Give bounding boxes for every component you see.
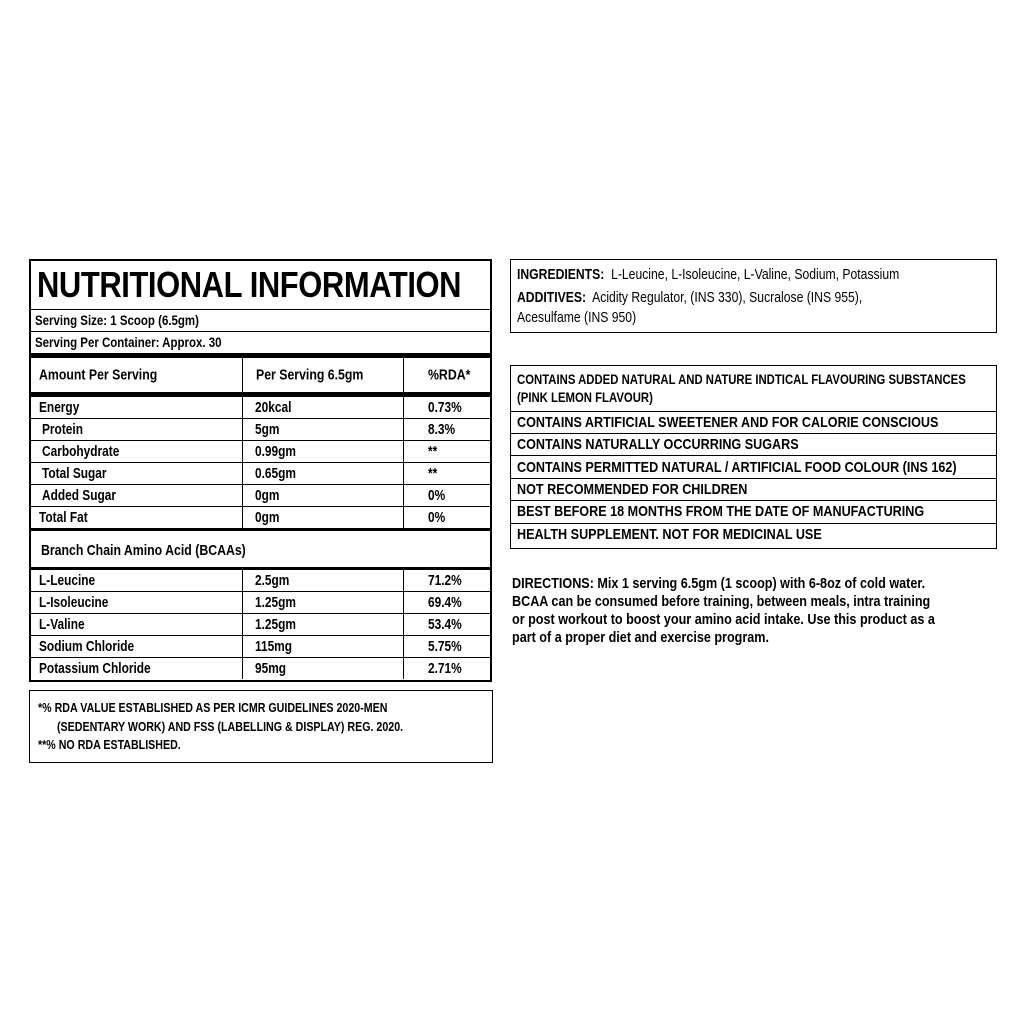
claims-box: [510, 365, 997, 549]
cell-amount: [242, 441, 404, 462]
claim-flavour: [511, 366, 996, 412]
directions-text: Mix 1 serving 6.5gm (1 scoop) with 6-8oz of cold water.: [597, 575, 926, 592]
additives-line-text: [517, 290, 862, 306]
serving-per-container: Serving Per Container: Approx. 30: [35, 334, 222, 350]
cell-amount: [242, 570, 404, 591]
cell-rda: [403, 636, 490, 657]
claim-text: HEALTH SUPPLEMENT. NOT FOR MEDICINAL USE: [517, 526, 822, 543]
table-row: [31, 592, 490, 614]
claim-item: [511, 434, 996, 456]
cell-amount: [242, 658, 404, 679]
cell-rda: [403, 485, 490, 506]
table-row: [31, 441, 490, 463]
cell-rda: [403, 507, 490, 528]
cell-amount: [242, 419, 404, 440]
claim-item: [511, 524, 996, 547]
header-cell: [31, 358, 242, 392]
nutrient-rda: **: [428, 465, 438, 482]
cell-amount: [242, 397, 404, 418]
cell-rda: [403, 570, 490, 591]
nutrient-rda: 2.71%: [428, 660, 462, 677]
table-row: [31, 658, 490, 679]
nutrient-rda: 0%: [428, 487, 446, 504]
claim-item: [511, 457, 996, 479]
claim-item: [511, 479, 996, 501]
nutrient-amount: 95mg: [255, 660, 287, 677]
cell-amount: [242, 485, 404, 506]
directions-line: [512, 575, 1004, 592]
cell-name: [31, 507, 242, 528]
nutrient-name: Potassium Chloride: [39, 660, 151, 677]
cell-amount: [242, 614, 404, 635]
additives-label: ADDITIVES:: [517, 290, 587, 306]
header-cell: [403, 358, 490, 392]
nutrient-name: Added Sugar: [42, 487, 116, 504]
cell-name: [31, 463, 242, 484]
footnote-line: [38, 737, 212, 752]
additives-text-2: Acesulfame (INS 950): [517, 310, 637, 326]
additives-line-2: [517, 310, 659, 326]
nutrient-name: Energy: [39, 399, 80, 416]
cell-rda: [403, 463, 490, 484]
nutrient-name: L-Leucine: [39, 572, 96, 589]
bcaa-heading: Branch Chain Amino Acid (BCAAs): [41, 542, 246, 559]
table-row: [31, 485, 490, 507]
table-header-row: [31, 358, 490, 397]
directions-line: [512, 629, 818, 646]
cell-amount: [242, 636, 404, 657]
nutrient-rda: 0%: [428, 509, 446, 526]
directions-text: part of a proper diet and exercise program.: [512, 629, 769, 646]
claim-text: CONTAINS NATURALLY OCCURRING SUGARS: [517, 436, 799, 453]
table-row: [31, 507, 490, 531]
cell-name: [31, 485, 242, 506]
nutrient-amount: 115mg: [255, 638, 293, 655]
serving-per-container-row: [31, 332, 490, 358]
cell-name: [31, 570, 242, 591]
table-row: [31, 614, 490, 636]
table-row: [31, 419, 490, 441]
nutrient-amount: 0gm: [255, 487, 280, 504]
header-amount: Amount Per Serving: [39, 366, 158, 384]
footnote-text: **% NO RDA ESTABLISHED.: [38, 737, 181, 752]
serving-size: Serving Size: 1 Scoop (6.5gm): [35, 312, 199, 328]
claim-item: [511, 501, 996, 524]
directions-text: BCAA can be consumed before training, between meals, intra training: [512, 593, 931, 610]
nutrient-name: L-Valine: [39, 616, 85, 633]
cell-rda: [403, 441, 490, 462]
nutrient-name: L-Isoleucine: [39, 594, 109, 611]
directions-line: [512, 611, 1015, 628]
nutrient-amount: 20kcal: [255, 399, 292, 416]
nutrient-amount: 0.65gm: [255, 465, 296, 482]
table-row: [31, 570, 490, 592]
nutrient-name: Sodium Chloride: [39, 638, 135, 655]
table-row: [31, 463, 490, 485]
directions-text: or post workout to boost your amino acid intake. Use this product as a: [512, 611, 935, 628]
nutrient-rda: 0.73%: [428, 399, 462, 416]
claim-text: NOT RECOMMENDED FOR CHILDREN: [517, 481, 748, 498]
nutrient-rda: **: [428, 443, 438, 460]
nutrient-rda: 71.2%: [428, 572, 462, 589]
claim-text: CONTAINS PERMITTED NATURAL / ARTIFICIAL FOOD COLOUR (INS 162): [517, 459, 957, 476]
cell-rda: [403, 397, 490, 418]
cell-rda: [403, 419, 490, 440]
nutrient-rda: 69.4%: [428, 594, 462, 611]
footnote-line: [38, 700, 464, 715]
header-rda: %RDA*: [428, 366, 471, 384]
cell-name: [31, 636, 242, 657]
nutrient-name: Total Fat: [39, 509, 88, 526]
nutrient-name: Protein: [42, 421, 83, 438]
additives-line: [517, 290, 928, 306]
nutrient-amount: 5gm: [255, 421, 280, 438]
bcaa-heading-row: [31, 533, 490, 570]
cell-name: [31, 419, 242, 440]
claim-flavour-line2: (PINK LEMON FLAVOUR): [517, 390, 653, 405]
cell-name: [31, 658, 242, 679]
nutrient-rda: 5.75%: [428, 638, 462, 655]
nutrient-amount: 1.25gm: [255, 594, 296, 611]
nutrient-amount: 2.5gm: [255, 572, 290, 589]
nutrient-amount: 0.99gm: [255, 443, 296, 460]
cell-rda: [403, 614, 490, 635]
cell-amount: [242, 463, 404, 484]
footnote-text: (SEDENTARY WORK) AND FSS (LABELLING & DISPLAY) REG. 2020.: [57, 719, 404, 734]
claim-flavour-line1: CONTAINS ADDED NATURAL AND NATURE INDTICAL FLAVOURING SUBSTANCES: [517, 372, 966, 387]
table-row: [31, 636, 490, 658]
cell-amount: [242, 507, 404, 528]
ingredients-box: [510, 259, 997, 333]
nutrient-rda: 8.3%: [428, 421, 456, 438]
claim-text: CONTAINS ARTIFICIAL SWEETENER AND FOR CALORIE CONSCIOUS: [517, 414, 939, 431]
claim-text: BEST BEFORE 18 MONTHS FROM THE DATE OF MANUFACTURING: [517, 503, 925, 520]
cell-name: [31, 397, 242, 418]
nutrient-rda: 53.4%: [428, 616, 462, 633]
nutrient-amount: 0gm: [255, 509, 280, 526]
serving-size-row: [31, 310, 490, 332]
directions-line: [512, 593, 1010, 610]
header-cell: [242, 358, 404, 392]
footnote-text: *% RDA VALUE ESTABLISHED AS PER ICMR GUIDELINES 2020-MEN: [38, 700, 388, 715]
ingredients-label: INGREDIENTS:: [517, 267, 605, 283]
footnote-line: [57, 719, 479, 734]
ingredients-line-text: [517, 267, 899, 283]
cell-amount: [242, 592, 404, 613]
cell-name: [31, 592, 242, 613]
rda-footnotes: [29, 690, 493, 763]
directions-line-text: [512, 575, 925, 592]
nutrition-title: NUTRITIONAL INFORMATION: [37, 264, 462, 305]
cell-rda: [403, 592, 490, 613]
nutrient-amount: 1.25gm: [255, 616, 296, 633]
additives-text: Acidity Regulator, (INS 330), Sucralose (INS 955),: [592, 290, 863, 306]
nutrient-name: Carbohydrate: [42, 443, 120, 460]
header-per-serving: Per Serving 6.5gm: [256, 366, 364, 384]
ingredients-text: L-Leucine, L-Isoleucine, L-Valine, Sodium, Potassium: [611, 267, 900, 283]
cell-rda: [403, 658, 490, 679]
nutrition-title-row: [31, 261, 490, 310]
nutrition-facts-panel: [29, 259, 492, 682]
claim-item: [511, 412, 996, 434]
ingredients-line: [517, 267, 972, 283]
directions-label: DIRECTIONS:: [512, 575, 594, 592]
cell-name: [31, 441, 242, 462]
cell-name: [31, 614, 242, 635]
table-row: [31, 397, 490, 419]
nutrient-name: Total Sugar: [42, 465, 107, 482]
